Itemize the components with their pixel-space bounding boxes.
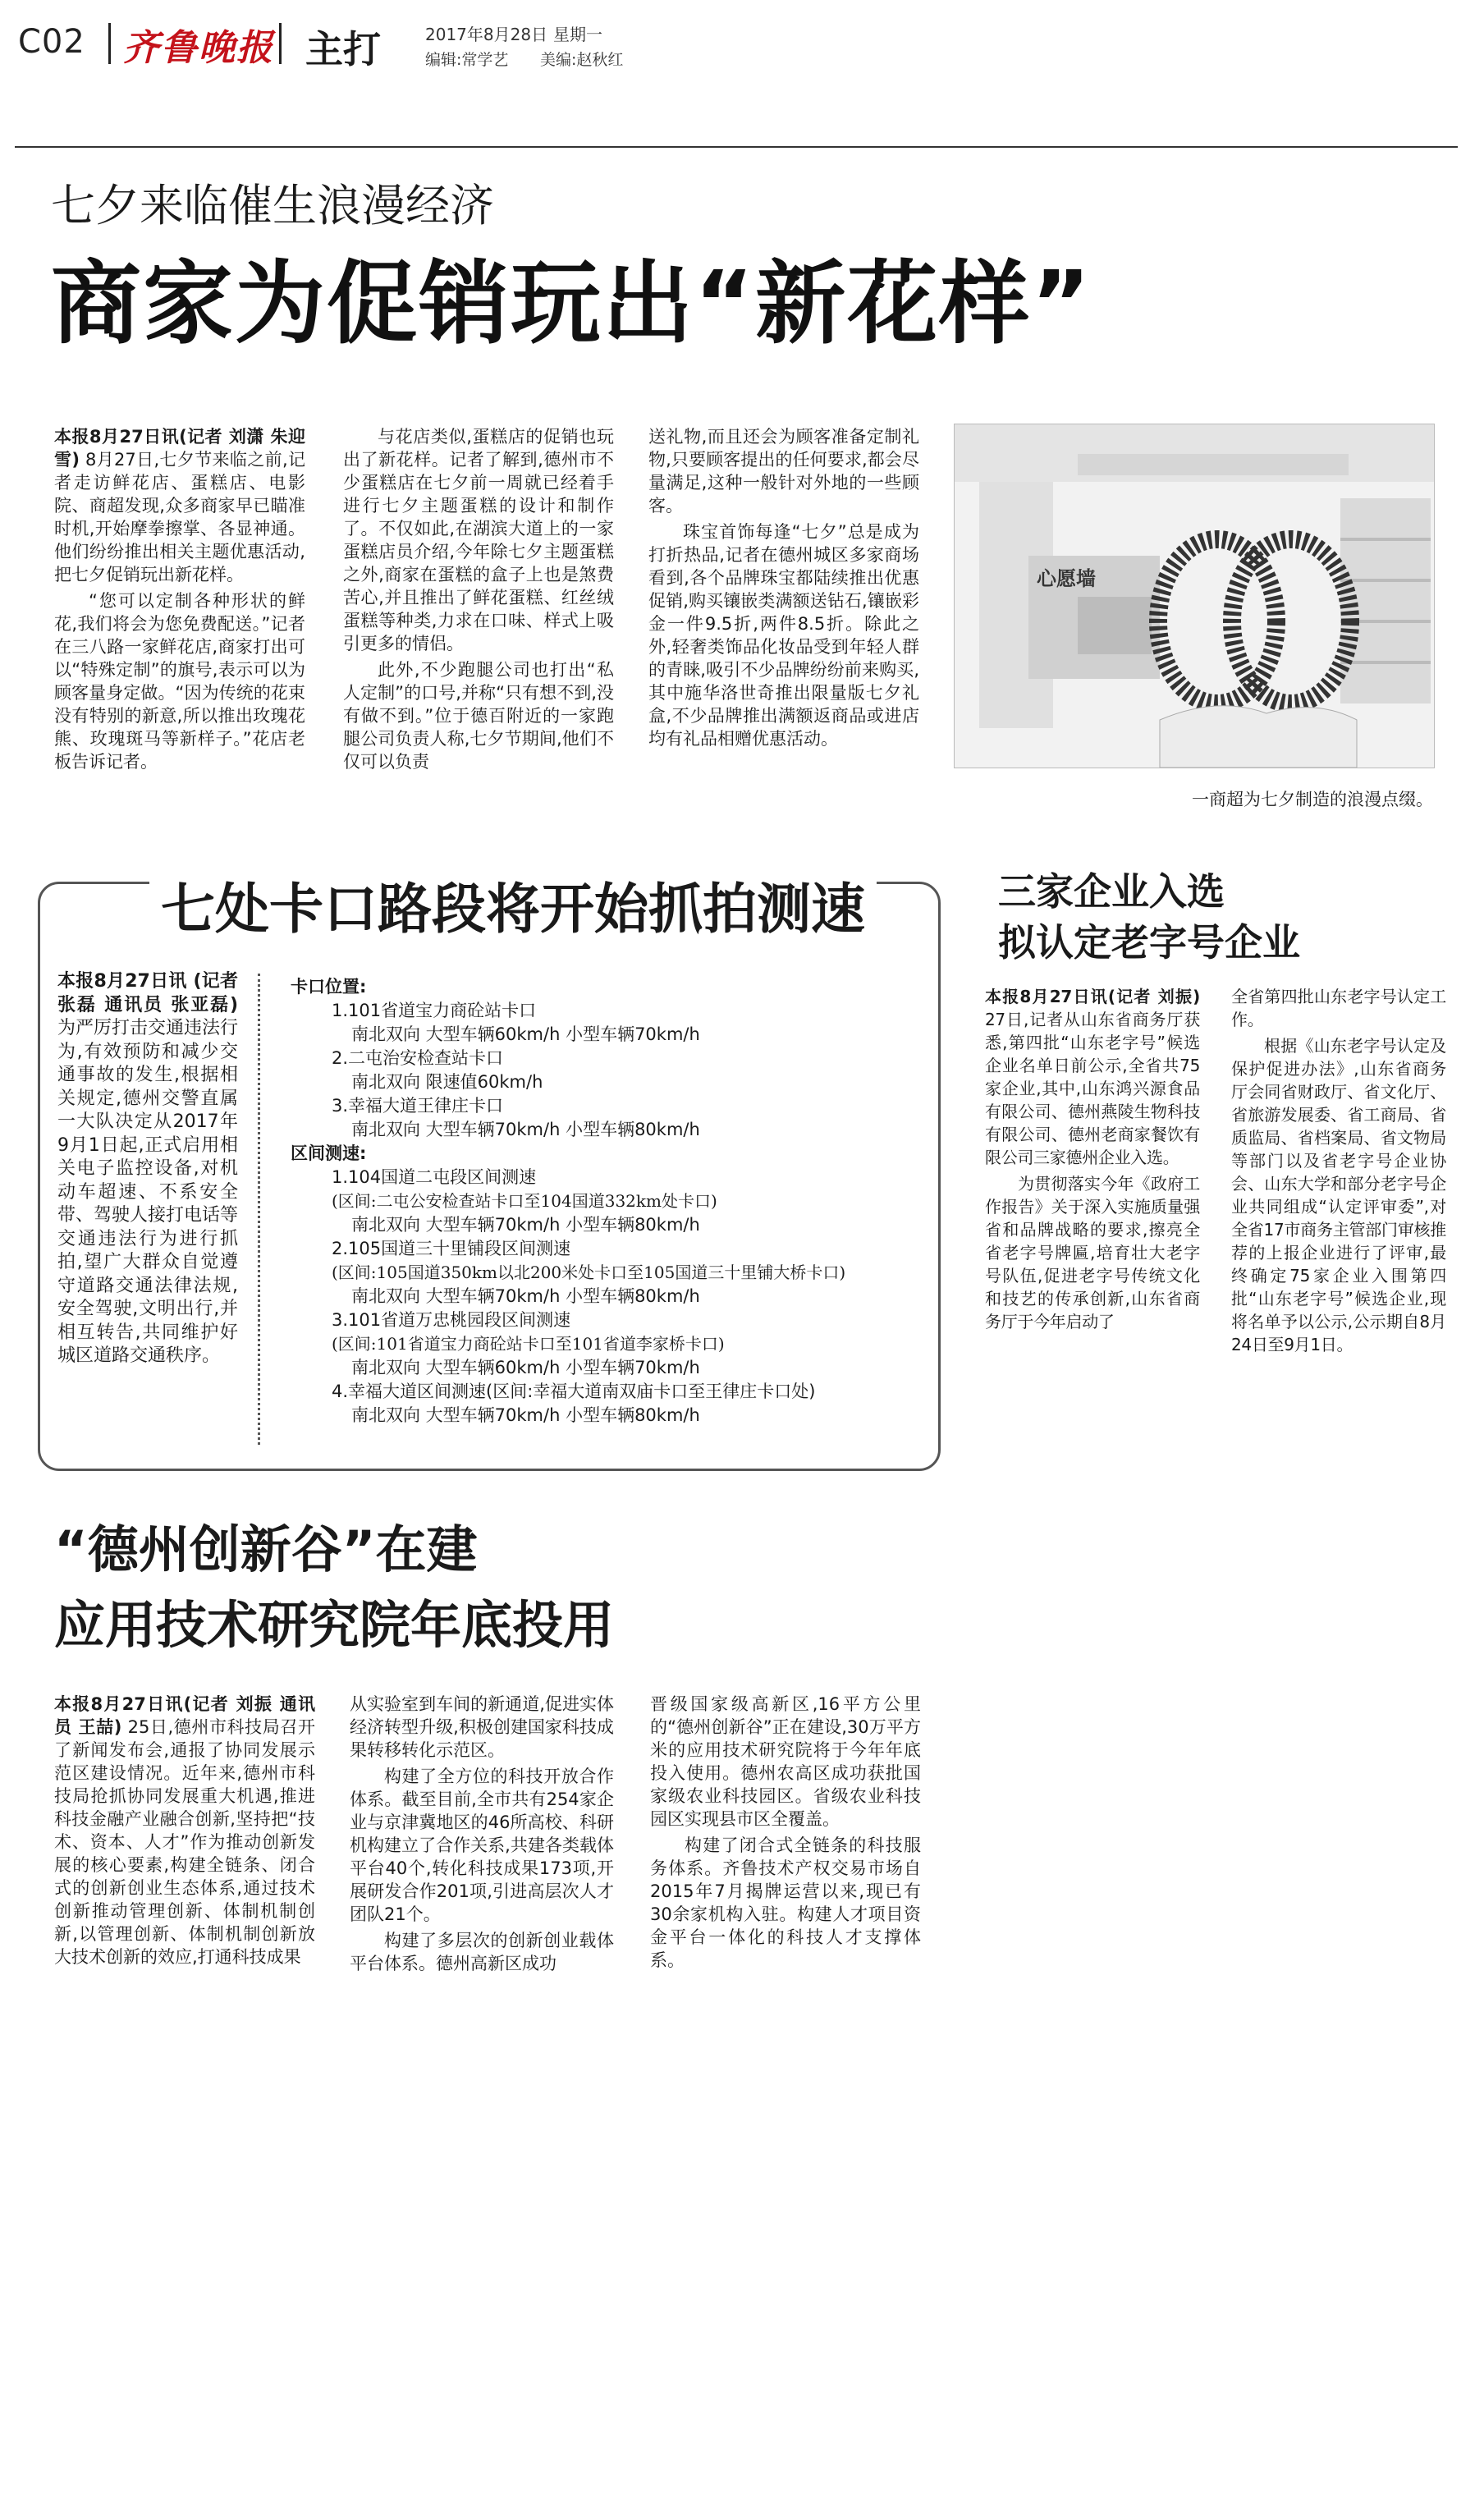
story4-paragraph: 从实验室到车间的新通道,促进实体经济转型升级,积极创建国家科技成果转移转化示范区。 [350, 1694, 614, 1760]
page-number: C02 [18, 23, 85, 61]
issue-date: 2017年8月28日 [425, 25, 548, 44]
story2-paragraph [57, 970, 238, 1368]
section-range: (区间:105国道350km以北200米处卡口至105国道三十里铺大桥卡口) [332, 1263, 846, 1282]
story4-column-2 [350, 1693, 614, 1975]
story1-kicker: 七夕来临催生浪漫经济 [51, 180, 494, 231]
story4-paragraph: 构建了闭合式全链条的科技服务体系。齐鲁技术产权交易市场自2015年7月揭牌运营以来,现已有30余家机构入驻。构建人才项目资金平台一体化的科技人才支撑体系。 [650, 1835, 921, 1970]
story1-byline: 本报8月27日讯(记者 刘潇 朱迎雪) [54, 427, 305, 470]
speed-limit: 南北双向 大型车辆60km/h 小型车辆70km/h [351, 1358, 700, 1377]
story3-text: 27日,记者从山东省商务厅获悉,第四批“山东老字号”候选企业名单日前公示,全省共75家企业,其中,山东鸿兴源食品有限公司、德州燕陵生物科技有限公司、德州老商家餐饮有限公司三家德州企业入选。 [985, 1010, 1200, 1167]
story3-paragraph [985, 985, 1200, 1169]
story1-paragraph: 此外,不少跑腿公司也打出“私人定制”的口号,并称“只有想不到,没有做不到。”位于德百附近的一家跑腿公司负责人称,七夕节期间,他们不仅可以负责 [343, 660, 614, 772]
editor-credit: 编辑:常学艺 [425, 51, 509, 69]
story2-headline: 七处卡口路段将开始抓拍测速 [149, 865, 877, 943]
speed-limit: 南北双向 大型车辆70km/h 小型车辆80km/h [351, 1286, 700, 1306]
story4-paragraph: 构建了多层次的创新创业载体平台体系。德州高新区成功 [350, 1931, 614, 1973]
story4-paragraph: 构建了全方位的科技开放合作体系。截至目前,全市共有254家企业与京津冀地区的46所高校、科研机构建立了合作关系,共建各类载体平台40个,转化科技成果173项,开展研发合作201项,引进高层次人才团队21个。 [350, 1767, 614, 1924]
story4-headline-line1: “德州创新谷”在建 [54, 1519, 478, 1579]
story4-paragraph: 晋级国家级高新区,16平方公里的“德州创新谷”正在建设,30万平方米的应用技术研究院将于今年年底投入使用。德州农高区成功获批国家级农业科技园区。省级农业科技园区实现县市区全覆盖。 [650, 1694, 921, 1829]
speed-limit: 南北双向 限速值60km/h [351, 1072, 543, 1092]
issue-weekday: 星期一 [553, 25, 602, 44]
story1-column-1 [54, 425, 305, 773]
section-range: (区间:101省道宝力商砼站卡口至101省道李家桥卡口) [332, 1334, 725, 1354]
story1-column-2 [343, 425, 614, 773]
qixi-photo-illustration [955, 424, 1434, 768]
section-item: 2.105国道三十里铺段区间测速 [332, 1239, 571, 1258]
story1-headline: 商家为促销玩出“新花样” [51, 251, 1092, 356]
checkpoint-item: 2.二屯治安检查站卡口 [332, 1048, 504, 1068]
masthead-divider [279, 23, 282, 64]
story2-right-column [291, 975, 923, 1428]
story1-column-3 [648, 425, 919, 750]
qixi-photo [954, 424, 1435, 768]
story3-column-2 [1231, 985, 1446, 1356]
speed-limit: 南北双向 大型车辆60km/h 小型车辆70km/h [351, 1024, 700, 1044]
story4-paragraph [54, 1693, 315, 1968]
section-title: 主打 [305, 27, 381, 71]
story4-byline: 本报8月27日讯(记者 刘振 通讯员 王喆) [54, 1694, 315, 1737]
checkpoint-item: 3.幸福大道王律庄卡口 [332, 1096, 504, 1116]
newspaper-logo: 齐鲁晚报 [123, 27, 274, 69]
story4-column-1 [54, 1693, 315, 1968]
checkpoint-heading: 卡口位置: [291, 977, 367, 997]
photo-caption: 一商超为七夕制造的浪漫点缀。 [1192, 790, 1433, 809]
story1-paragraph: 珠宝首饰每逢“七夕”总是成为打折热品,记者在德州城区多家商场看到,各个品牌珠宝都陆续推出优惠促销,购买镶嵌类满额送钻石,镶嵌彩金一件9.5折,两件8.5折。除此之外,轻奢类饰品化妆品受到年轻人群的青睐,吸引不少品牌纷纷前来购买,其中施华洛世奇推出限量版七夕礼盒,不少品牌推出满额返商品或进店均有礼品相赠优惠活动。 [648, 522, 919, 749]
story3-byline: 本报8月27日讯(记者 刘振) [985, 987, 1200, 1006]
story4-column-3 [650, 1693, 921, 1972]
story3-column-1 [985, 985, 1200, 1333]
story3-headline-line2: 拟认定老字号企业 [998, 920, 1300, 965]
section-item: 4.幸福大道区间测速(区间:幸福大道南双庙卡口至王律庄卡口处) [332, 1382, 816, 1401]
story3-headline-line1: 三家企业入选 [998, 869, 1225, 914]
story3-paragraph: 为贯彻落实今年《政府工作报告》关于深入实施质量强省和品牌战略的要求,擦亮全省老字号牌匾,培育壮大老字号队伍,促进老字号传统文化和技艺的传承创新,山东省商务厅于今年启动了 [985, 1174, 1200, 1331]
masthead-rule [15, 146, 1458, 148]
section-item: 3.101省道万忠桃园段区间测速 [332, 1310, 571, 1330]
story2-byline: 本报8月27日讯 (记者 张磊 通讯员 张亚磊) [57, 971, 238, 1015]
speed-limit: 南北双向 大型车辆70km/h 小型车辆80km/h [351, 1120, 700, 1139]
dotted-separator [258, 974, 260, 1445]
story2-text: 为严厉打击交通违法行为,有效预防和减少交通事故的发生,根据相关规定,德州交警直属一大队决定从2017年9月1日起,正式启用相关电子监控设备,对机动车超速、不系安全带、驾驶人接打电话等交通违法行为进行抓拍,望广大群众自觉遵守道路交通法律法规,安全驾驶,文明出行,并相互转告,共同维护好城区道路交通秩序。 [57, 1018, 239, 1366]
story1-paragraph: 与花店类似,蛋糕店的促销也玩出了新花样。记者了解到,德州市不少蛋糕店在七夕前一周就已经着手进行七夕主题蛋糕的设计和制作了。不仅如此,在湖滨大道上的一家蛋糕店员介绍,今年除七夕主题蛋糕之外,商家在蛋糕的盒子上也是煞费苦心,并且推出了鲜花蛋糕、红丝绒蛋糕等种类,力求在口味、样式上吸引更多的情侣。 [343, 427, 614, 653]
story3-paragraph: 全省第四批山东老字号认定工作。 [1231, 987, 1446, 1029]
story1-paragraph: 送礼物,而且还会为顾客准备定制礼物,只要顾客提出的任何要求,都会尽量满足,这种一般针对外地的一些顾客。 [648, 427, 919, 516]
speed-limit: 南北双向 大型车辆70km/h 小型车辆80km/h [351, 1405, 700, 1425]
section-range: (区间:二屯公安检查站卡口至104国道332km处卡口) [332, 1191, 717, 1211]
masthead-divider [108, 23, 111, 64]
story1-text: 8月27日,七夕节来临之前,记者走访鲜花店、蛋糕店、电影院、商超发现,众多商家早已瞄准时机,开始摩拳擦掌、各显神通。他们纷纷推出相关主题优惠活动,把七夕促销玩出新花样。 [54, 450, 305, 584]
section-speed-heading: 区间测速: [291, 1143, 367, 1163]
story3-paragraph: 根据《山东老字号认定及保护促进办法》,山东省商务厅会同省财政厅、省文化厅、省旅游发展委、省工商局、省质监局、省档案局、省文物局等部门以及省老字号企业协会、山东大学和部分老字号企业共同组成“认定评审委”,对全省17市商务主管部门审核推荐的上报企业进行了评审,最终确定75家企业入围第四批“山东老字号”候选企业,现将名单予以公示,公示期自8月24日至9月1日。 [1231, 1036, 1446, 1354]
story2-left-column [57, 970, 238, 1368]
speed-limit: 南北双向 大型车辆70km/h 小型车辆80km/h [351, 1215, 700, 1235]
story1-paragraph [54, 425, 305, 586]
story4-text: 25日,德州市科技局召开了新闻发布会,通报了协同发展示范区建设情况。近年来,德州市科技局抢抓协同发展重大机遇,推进科技金融产业融合创新,坚持把“技术、资本、人才”作为推动创新发展的核心要素,构建全链条、闭合式的创新创业生态体系,通过技术创新推动管理创新、体制机制创新,以管理创新、体制机制创新放大技术创新的效应,打通科技成果 [54, 1717, 315, 1967]
designer-credit: 美编:赵秋红 [540, 51, 624, 69]
section-item: 1.104国道二屯段区间测速 [332, 1167, 537, 1187]
story1-paragraph: “您可以定制各种形状的鲜花,我们将会为您免费配送。”记者在三八路一家鲜花店,商家打出可以“特殊定制”的旗号,表示可以为顾客量身定做。“因为传统的花束没有特别的新意,所以推出玫瑰花熊、玫瑰斑马等新样子。”花店老板告诉记者。 [54, 591, 305, 772]
photo-sign: 心愿墙 [1037, 567, 1096, 590]
story4-headline-line2: 应用技术研究院年底投用 [54, 1595, 615, 1655]
checkpoint-item: 1.101省道宝力商砼站卡口 [332, 1001, 537, 1020]
